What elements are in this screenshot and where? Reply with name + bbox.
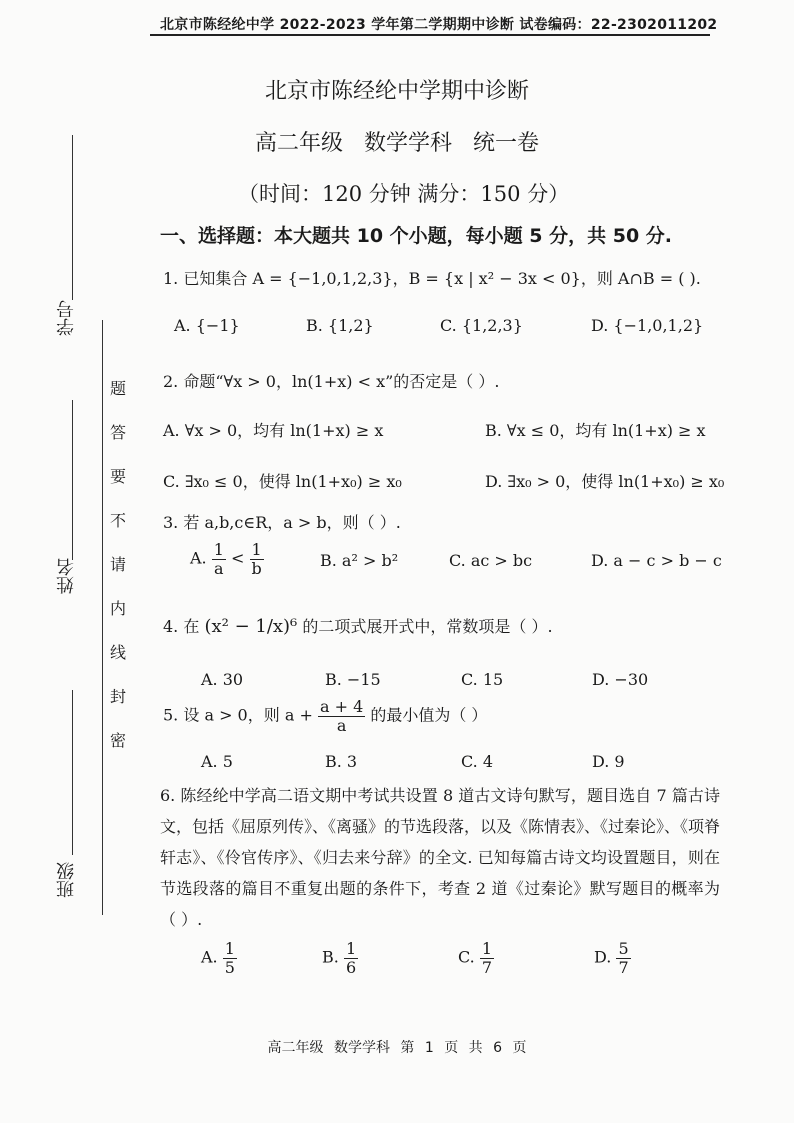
question-4-option-b: B. −15 — [325, 670, 381, 689]
fraction-numerator: 1 — [481, 939, 493, 958]
seal-char: 答 — [109, 423, 126, 442]
fraction — [318, 698, 365, 734]
question-5-option-d: D. 9 — [592, 752, 625, 771]
seal-char: 封 — [109, 687, 126, 706]
seal-char: 不 — [109, 511, 126, 530]
question-5-stem — [163, 698, 487, 734]
seal-char: 线 — [109, 643, 126, 662]
question-2-stem: 2. 命题“∀x > 0，ln(1+x) < x”的否定是（ ）. — [163, 372, 500, 391]
exam-header: 北京市陈经纶中学 2022-2023 学年第二学期期中诊断 试卷编码：22-2302011202 — [160, 17, 718, 33]
fraction-denominator: 7 — [481, 957, 493, 977]
name-line — [72, 400, 73, 560]
fraction — [616, 940, 630, 976]
question-1-option-c: C. {1,2,3} — [440, 316, 523, 335]
option-label: D. — [594, 947, 612, 967]
page-footer: 高二年级 数学学科 第 1 页 共 6 页 — [267, 1040, 527, 1056]
fraction-numerator: 1 — [213, 540, 224, 559]
fraction-denominator: b — [251, 558, 262, 578]
seal-char: 题 — [109, 379, 126, 398]
question-4-option-a: A. 30 — [201, 670, 244, 689]
class-line — [72, 690, 73, 855]
option-label: C. — [458, 947, 475, 967]
page-subtitle: 高二年级 数学学科 统一卷 — [255, 131, 539, 156]
student-no-line — [72, 135, 73, 300]
question-4-suffix: 的二项式展开式中，常数项是（ ）. — [302, 617, 553, 636]
question-3-option-c: C. ac > bc — [449, 551, 533, 570]
seal-notice — [108, 376, 128, 772]
seal-char: 密 — [109, 731, 126, 750]
question-3-option-b: B. a² > b² — [320, 551, 399, 570]
option-label: A. — [201, 947, 218, 967]
question-4-prefix: 4. 在 — [163, 617, 200, 636]
question-5-option-b: B. 3 — [325, 752, 358, 771]
question-5-option-c: C. 4 — [461, 752, 494, 771]
option-label: B. — [322, 947, 339, 967]
class-label: 班级 — [56, 862, 77, 898]
question-6-option-c — [458, 940, 494, 976]
question-5-prefix: 5. 设 a > 0，则 a + — [163, 705, 313, 725]
question-4-option-d: D. −30 — [592, 670, 649, 689]
exam-info: （时间：120 分钟 满分：150 分） — [238, 182, 570, 206]
fraction-numerator: 1 — [251, 540, 262, 559]
fraction — [212, 541, 226, 577]
question-2-option-a: A. ∀x > 0，均有 ln(1+x) ≥ x — [163, 421, 384, 440]
question-2-option-c: C. ∃x₀ ≤ 0，使得 ln(1+x₀) ≥ x₀ — [163, 472, 402, 491]
seal-line — [102, 320, 103, 915]
seal-char: 内 — [109, 599, 126, 618]
question-6-option-d — [594, 940, 631, 976]
binomial-expression: (x² − 1/x)⁶ — [204, 616, 298, 637]
header-rule — [150, 34, 710, 36]
question-2-option-d: D. ∃x₀ > 0，使得 ln(1+x₀) ≥ x₀ — [485, 472, 725, 491]
seal-char: 请 — [109, 555, 126, 574]
question-1-option-b: B. {1,2} — [306, 316, 374, 335]
relation-symbol: < — [231, 548, 245, 568]
question-5-suffix: 的最小值为（ ） — [370, 705, 488, 725]
fraction — [250, 541, 264, 577]
fraction — [344, 940, 358, 976]
question-3-option-a — [190, 541, 264, 577]
fraction-numerator: 1 — [345, 939, 357, 958]
page-title: 北京市陈经纶中学期中诊断 — [264, 79, 529, 104]
option-label: A. — [190, 548, 207, 568]
question-1-stem: 1. 已知集合 A = {−1,0,1,2,3}，B = {x | x² − 3x < 0}，则 A∩B = ( ). — [163, 269, 701, 288]
question-1-option-a: A. {−1} — [174, 316, 240, 335]
question-3-option-d: D. a − c > b − c — [591, 551, 722, 570]
fraction-numerator: 1 — [224, 939, 235, 958]
fraction-denominator: a — [214, 558, 224, 578]
section-heading: 一、选择题：本大题共 10 个小题，每小题 5 分，共 50 分. — [160, 225, 673, 247]
fraction-denominator: 5 — [224, 957, 235, 977]
question-2-option-b: B. ∀x ≤ 0，均有 ln(1+x) ≥ x — [485, 421, 706, 440]
fraction-numerator: a + 4 — [319, 697, 364, 716]
question-5-option-a: A. 5 — [201, 752, 233, 771]
fraction-numerator: 5 — [618, 939, 629, 958]
question-4-option-c: C. 15 — [461, 670, 504, 689]
fraction-denominator: 6 — [345, 957, 357, 977]
fraction-denominator: 7 — [618, 957, 629, 977]
question-6-stem: 6. 陈经纶中学高二语文期中考试共设置 8 道古文诗句默写，题目选自 7 篇古诗文，包括《屈原列传》、《离骚》的节选段落，以及《陈情表》、《过秦论》、《项脊轩志》、《伶官传序》、《归去来兮辞》的全文. 已知每篇古诗文均设置题目，则在节选段落的篇目不重复出题的条件下，考查 2 道《过秦论》默写题目的概率为（ ）. — [160, 786, 721, 929]
student-no-label: 学号 — [56, 300, 77, 336]
fraction — [223, 940, 237, 976]
question-6-option-a — [201, 940, 237, 976]
question-4-stem — [163, 614, 553, 637]
seal-char: 要 — [109, 467, 126, 486]
question-6-option-b — [322, 940, 358, 976]
fraction-denominator: a — [336, 715, 347, 735]
question-3-stem: 3. 若 a,b,c∈R，a > b，则（ ）. — [163, 513, 401, 532]
fraction — [480, 940, 494, 976]
name-label: 姓名 — [56, 558, 77, 594]
question-1-option-d: D. {−1,0,1,2} — [591, 316, 704, 335]
